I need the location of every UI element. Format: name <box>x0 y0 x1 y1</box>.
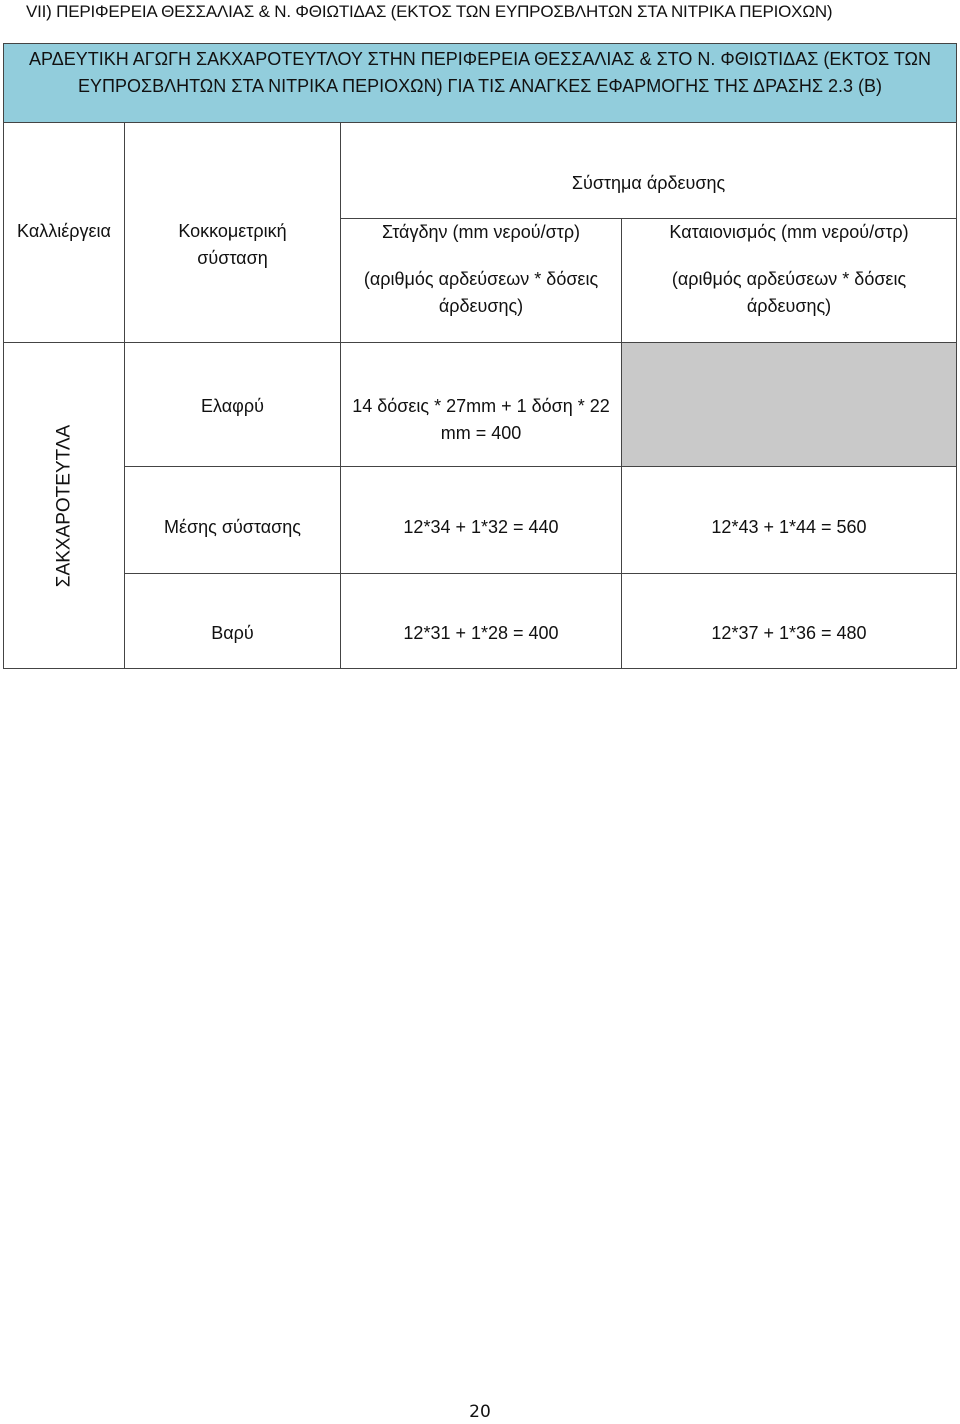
sprinkler-light <box>621 342 957 467</box>
drip-light <box>340 342 622 467</box>
table-row-heavy-soil <box>124 573 341 669</box>
header-sprinkler-line-3: άρδευσης) <box>746 296 832 316</box>
table-row-medium-soil <box>124 466 341 574</box>
table-row-light-soil <box>124 342 341 467</box>
header-irrigation-system <box>340 122 957 219</box>
header-drip-line-3: άρδευσης) <box>438 296 524 316</box>
drip-medium-value: 12*34 + 1*32 = 440 <box>403 517 559 537</box>
table-title <box>3 43 957 123</box>
page-header: VII) ΠΕΡΙΦΕΡΕΙΑ ΘΕΣΣΑΛΙΑΣ & Ν. ΦΘΙΩΤΙΔΑΣ (ΕΚΤΟΣ ΤΩΝ ΕΥΠΡΟΣΒΛΗΤΩΝ ΣΤΑ ΝΙΤΡΙΚΑ ΠΕΡΙΟΧΩΝ) <box>26 2 833 21</box>
drip-heavy <box>340 573 622 669</box>
sprinkler-heavy-value: 12*37 + 1*36 = 480 <box>711 623 867 643</box>
drip-light-line-1: 14 δόσεις * 27mm + 1 δόση * 22 <box>352 396 610 416</box>
header-soil-texture-line-2: σύσταση <box>197 248 268 268</box>
soil-light: Ελαφρύ <box>201 396 264 416</box>
table-title-line-2: ΕΥΠΡΟΣΒΛΗΤΩΝ ΣΤΑ ΝΙΤΡΙΚΑ ΠΕΡΙΟΧΩΝ) ΓΙΑ ΤΙΣ ΑΝΑΓΚΕΣ ΕΦΑΡΜΟΓΗΣ ΤΗΣ ΔΡΑΣΗΣ 2.3 (Β) <box>77 76 883 96</box>
drip-heavy-value: 12*31 + 1*28 = 400 <box>403 623 559 643</box>
irrigation-table <box>3 122 957 669</box>
header-sprinkler-line-2: (αριθμός αρδεύσεων * δόσεις <box>671 269 907 289</box>
sprinkler-medium <box>621 466 957 574</box>
header-soil-texture <box>124 122 341 343</box>
sprinkler-medium-value: 12*43 + 1*44 = 560 <box>711 517 867 537</box>
crop-name: ΣΑΚΧΑΡΟΤΕΥΤΛΑ <box>53 424 75 587</box>
header-drip <box>340 218 622 343</box>
header-crop <box>3 122 125 343</box>
drip-light-line-2: mm = 400 <box>440 423 522 443</box>
header-sprinkler-line-1: Καταιονισμός (mm νερού/στρ) <box>669 222 909 242</box>
header-drip-line-1: Στάγδην (mm νερού/στρ) <box>381 222 581 242</box>
table-title-line-1: ΑΡΔΕΥΤΙΚΗ ΑΓΩΓΗ ΣΑΚΧΑΡΟΤΕΥΤΛΟΥ ΣΤΗΝ ΠΕΡΙΦΕΡΕΙΑ ΘΕΣΣΑΛΙΑΣ & ΣΤΟ Ν. ΦΘΙΩΤΙΔΑΣ (ΕΚΤΟΣ ΤΩΝ <box>29 49 931 69</box>
header-irrigation-system-label: Σύστημα άρδευσης <box>571 173 726 193</box>
header-drip-line-2: (αριθμός αρδεύσεων * δόσεις <box>363 269 599 289</box>
soil-medium: Μέσης σύστασης <box>164 517 301 537</box>
page-number: 20 <box>469 1402 491 1422</box>
header-soil-texture-line-1: Κοκκομετρική <box>178 221 287 241</box>
header-crop-label: Καλλιέργεια <box>17 221 111 241</box>
sprinkler-heavy <box>621 573 957 669</box>
drip-medium <box>340 466 622 574</box>
soil-heavy: Βαρύ <box>211 623 254 643</box>
header-sprinkler <box>621 218 957 343</box>
crop-name-cell <box>3 342 125 669</box>
